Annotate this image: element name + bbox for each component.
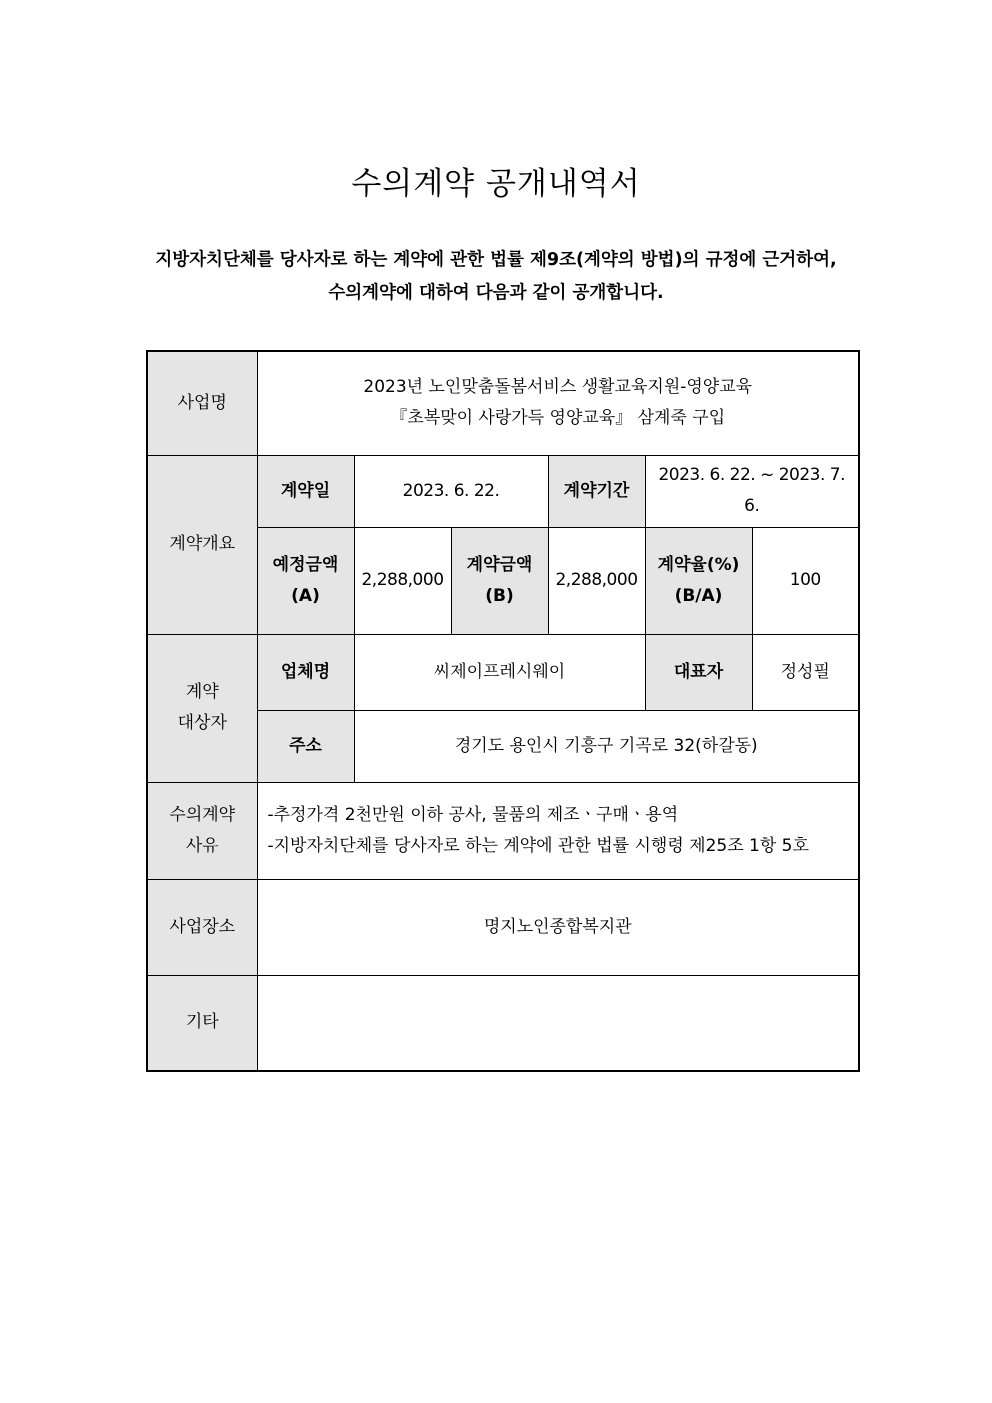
reason-value xyxy=(257,782,859,879)
contract-amount-label xyxy=(451,527,548,634)
ceo-label: 대표자 xyxy=(645,634,752,710)
location-label: 사업장소 xyxy=(147,879,257,975)
contract-party-label xyxy=(147,634,257,782)
project-name-line-1: 2023년 노인맞춤돌봄서비스 생활교육지원-영양교육 xyxy=(363,377,753,398)
contract-summary-label: 계약개요 xyxy=(147,455,257,634)
company-name-label: 업체명 xyxy=(257,634,354,710)
estimate-amount-label xyxy=(257,527,354,634)
project-name-value xyxy=(257,351,859,455)
reason-line-2: -지방자치단체를 당사자로 하는 계약에 관한 법률 시행령 제25조 1항 5호 xyxy=(267,835,809,856)
contract-period-value: 2023. 6. 22. ~ 2023. 7. 6. xyxy=(645,455,859,527)
location-value: 명지노인종합복지관 xyxy=(257,879,859,975)
address-label: 주소 xyxy=(257,710,354,782)
intro-text xyxy=(0,244,992,310)
intro-line-1: 지방자치단체를 당사자로 하는 계약에 관한 법률 제9조(계약의 방법)의 규정에 근거하여, xyxy=(155,250,837,270)
contract-amount-label-line-2: (B) xyxy=(485,585,514,606)
other-label: 기타 xyxy=(147,975,257,1071)
project-name-label: 사업명 xyxy=(147,351,257,455)
contract-amount-value: 2,288,000 xyxy=(548,527,645,634)
reason-line-1: -추정가격 2천만원 이하 공사, 물품의 제조ㆍ구매ㆍ용역 xyxy=(267,804,679,825)
ceo-value: 정성필 xyxy=(752,634,859,710)
reason-label-line-1: 수의계약 xyxy=(169,804,236,825)
company-name-value: 씨제이프레시웨이 xyxy=(354,634,645,710)
contract-rate-value: 100 xyxy=(752,527,859,634)
contract-rate-label xyxy=(645,527,752,634)
contract-date-value: 2023. 6. 22. xyxy=(354,455,548,527)
estimate-amount-value: 2,288,000 xyxy=(354,527,451,634)
estimate-amount-label-line-1: 예정금액 xyxy=(272,554,339,575)
estimate-amount-label-line-2: (A) xyxy=(291,585,320,606)
other-value xyxy=(257,975,859,1071)
contract-party-label-line-2: 대상자 xyxy=(177,713,227,733)
reason-label xyxy=(147,782,257,879)
intro-line-2: 수의계약에 대하여 다음과 같이 공개합니다. xyxy=(328,283,664,303)
project-name-line-2: 『초복맞이 사랑가득 영양교육』 삼계죽 구입 xyxy=(390,408,726,429)
contract-period-label: 계약기간 xyxy=(548,455,645,527)
contract-disclosure-table xyxy=(146,350,860,1072)
contract-amount-label-line-1: 계약금액 xyxy=(466,554,533,575)
document-title: 수의계약 공개내역서 xyxy=(351,166,641,202)
reason-label-line-2: 사유 xyxy=(185,835,219,856)
address-value: 경기도 용인시 기흥구 기곡로 32(하갈동) xyxy=(354,710,859,782)
contract-date-label: 계약일 xyxy=(257,455,354,527)
contract-rate-label-line-2: (B/A) xyxy=(674,585,723,606)
contract-party-label-line-1: 계약 xyxy=(185,682,219,702)
contract-rate-label-line-1: 계약율(%) xyxy=(657,554,740,575)
